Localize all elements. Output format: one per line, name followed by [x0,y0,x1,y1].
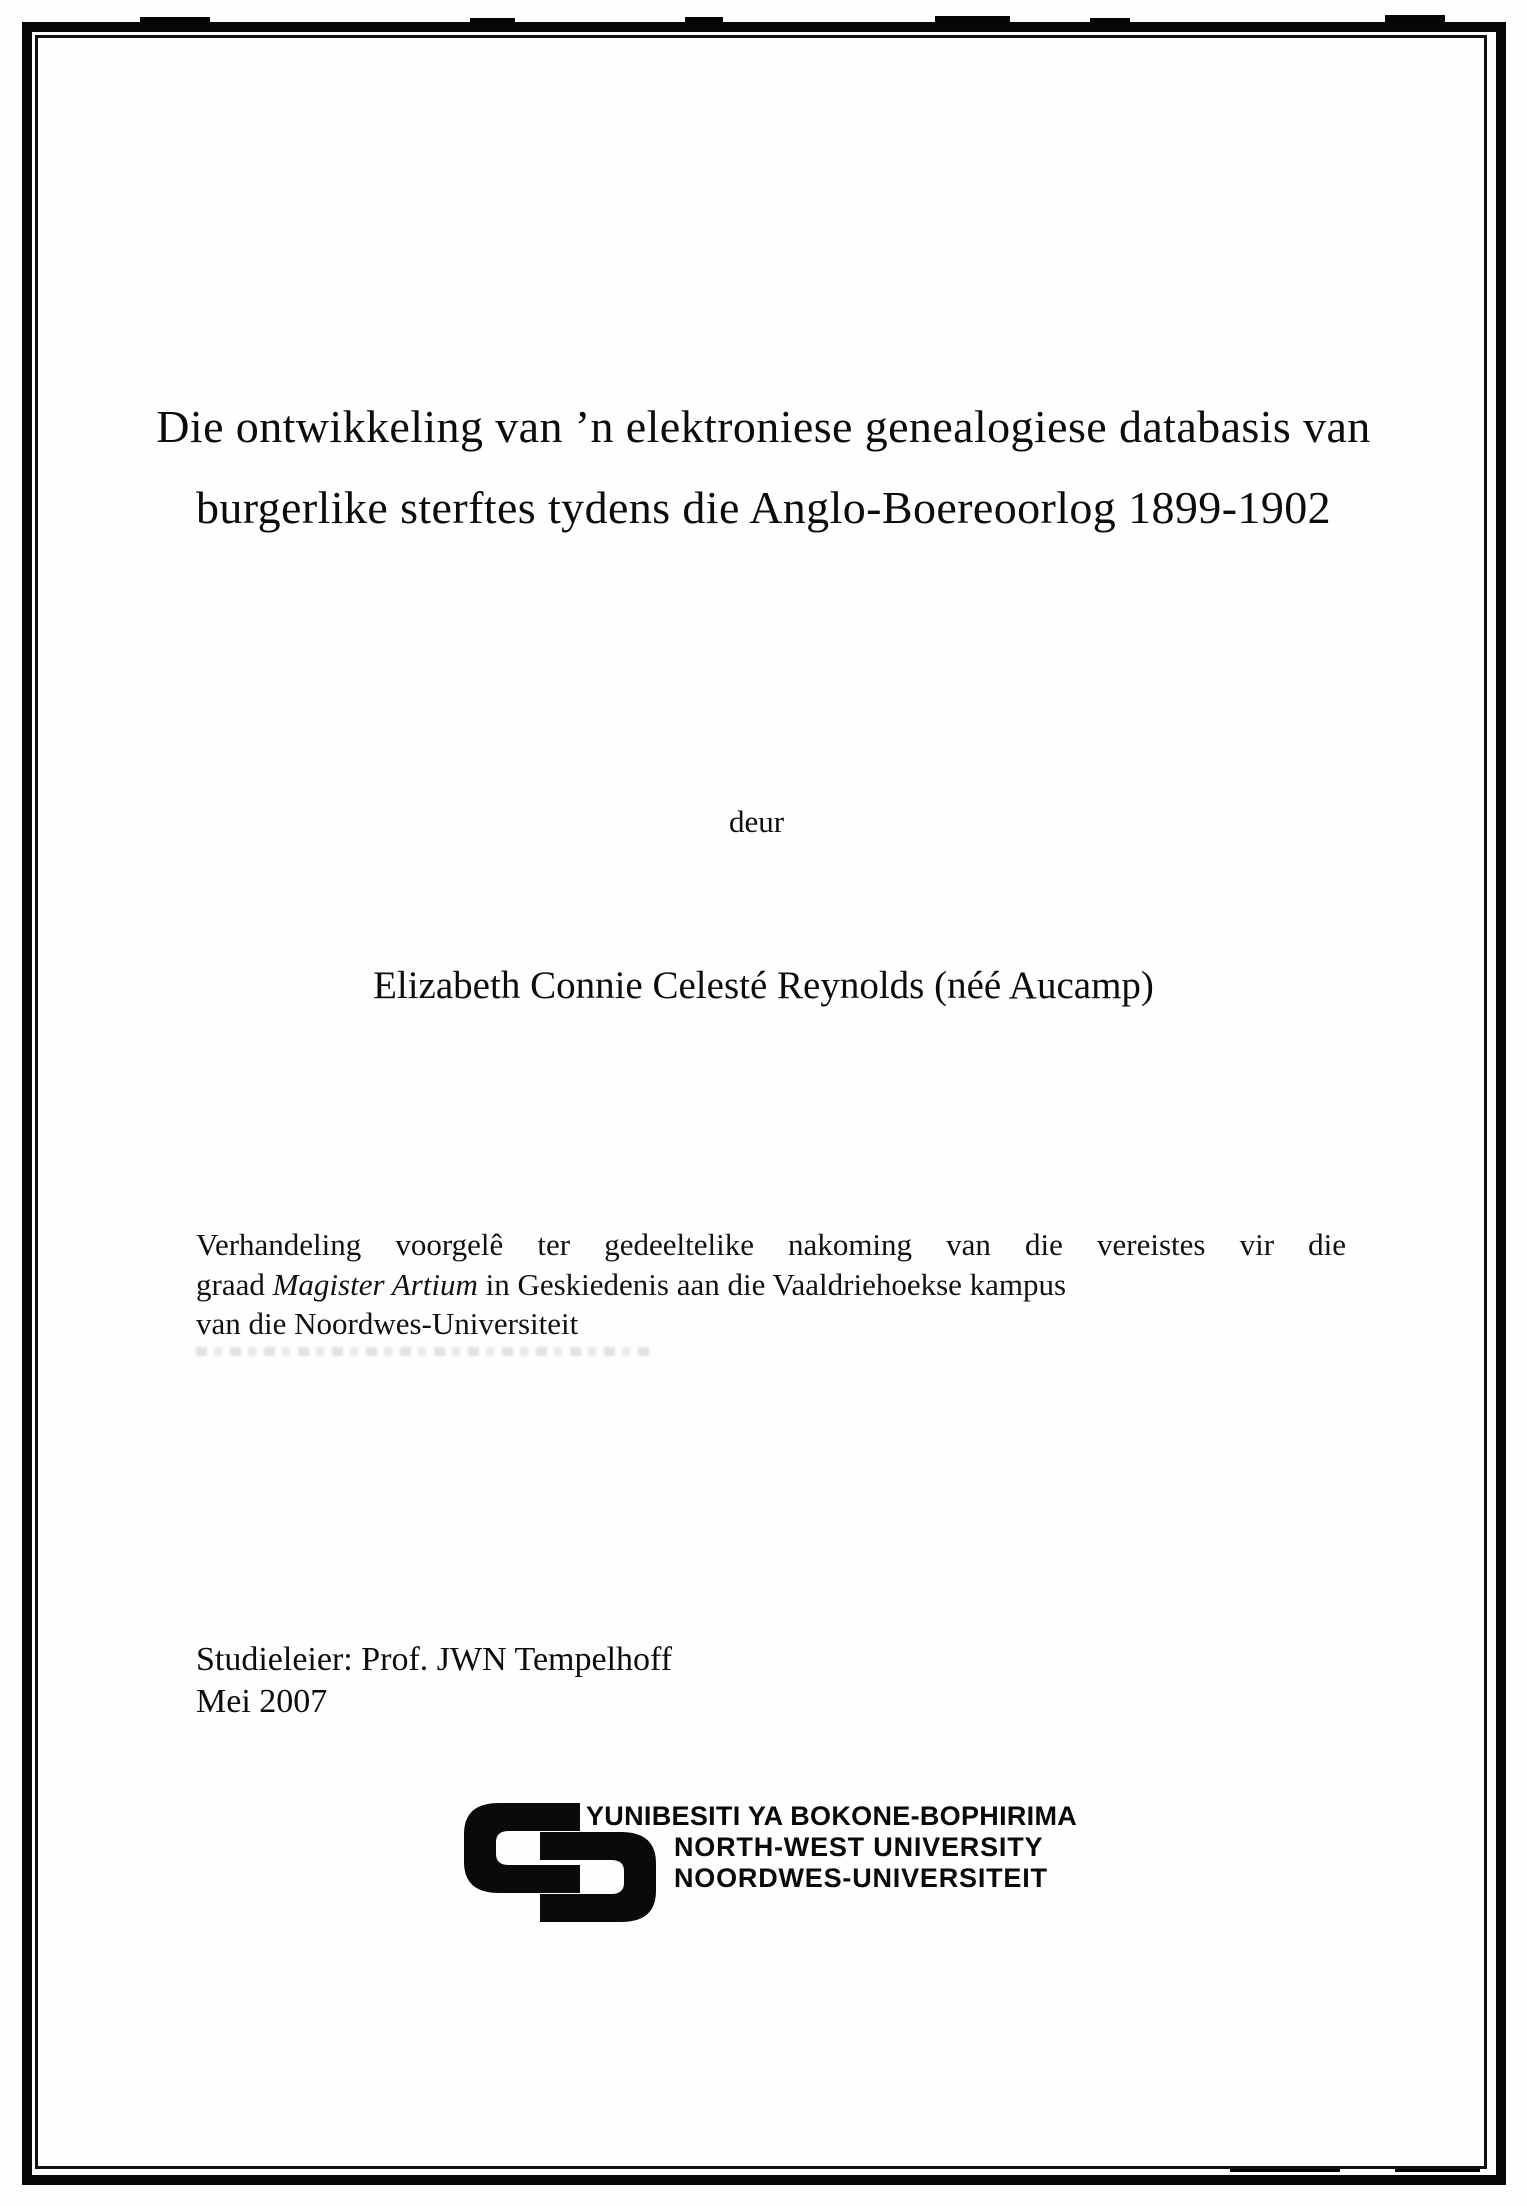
thesis-title-line-2: burgerlike sterftes tydens die Anglo-Boereoorlog 1899-1902 [195,482,1332,533]
supervisor-block [196,1639,672,1722]
thesis-title-line-1: Die ontwikkeling van ’n elektroniese genealogiese databasis van [156,401,1371,452]
university-name-english: NORTH-WEST UNIVERSITY [674,1832,1044,1862]
degree-statement-line-2-suffix: in Geskiedenis aan die Vaaldriehoekse kampus [477,1266,1067,1302]
scan-bleed-artifact [196,1347,656,1356]
university-name-afrikaans: NOORDWES-UNIVERSITEIT [674,1863,1048,1893]
university-name-block [586,1801,1077,1894]
university-name-setswana: YUNIBESITI YA BOKONE-BOPHIRIMA [586,1801,1078,1831]
degree-statement-line-2 [196,1265,1346,1305]
degree-name-italic: Magister Artium [272,1266,478,1302]
supervisor-line: Studieleier: Prof. JWN Tempelhoff [196,1641,673,1678]
degree-statement [196,1225,1346,1344]
date-line: Mei 2007 [196,1682,328,1720]
degree-statement-line-1: Verhandeling voorgelê ter gedeeltelike nakoming van die vereistes vir die [196,1227,1346,1262]
byline-preposition: deur [728,804,785,839]
degree-statement-line-2-prefix: graad [196,1266,273,1302]
thesis-title [100,386,1427,548]
degree-statement-line-3: van die Noordwes-Universiteit [196,1306,579,1341]
author-name: Elizabeth Connie Celesté Reynolds (néé Aucamp) [373,964,1154,1007]
